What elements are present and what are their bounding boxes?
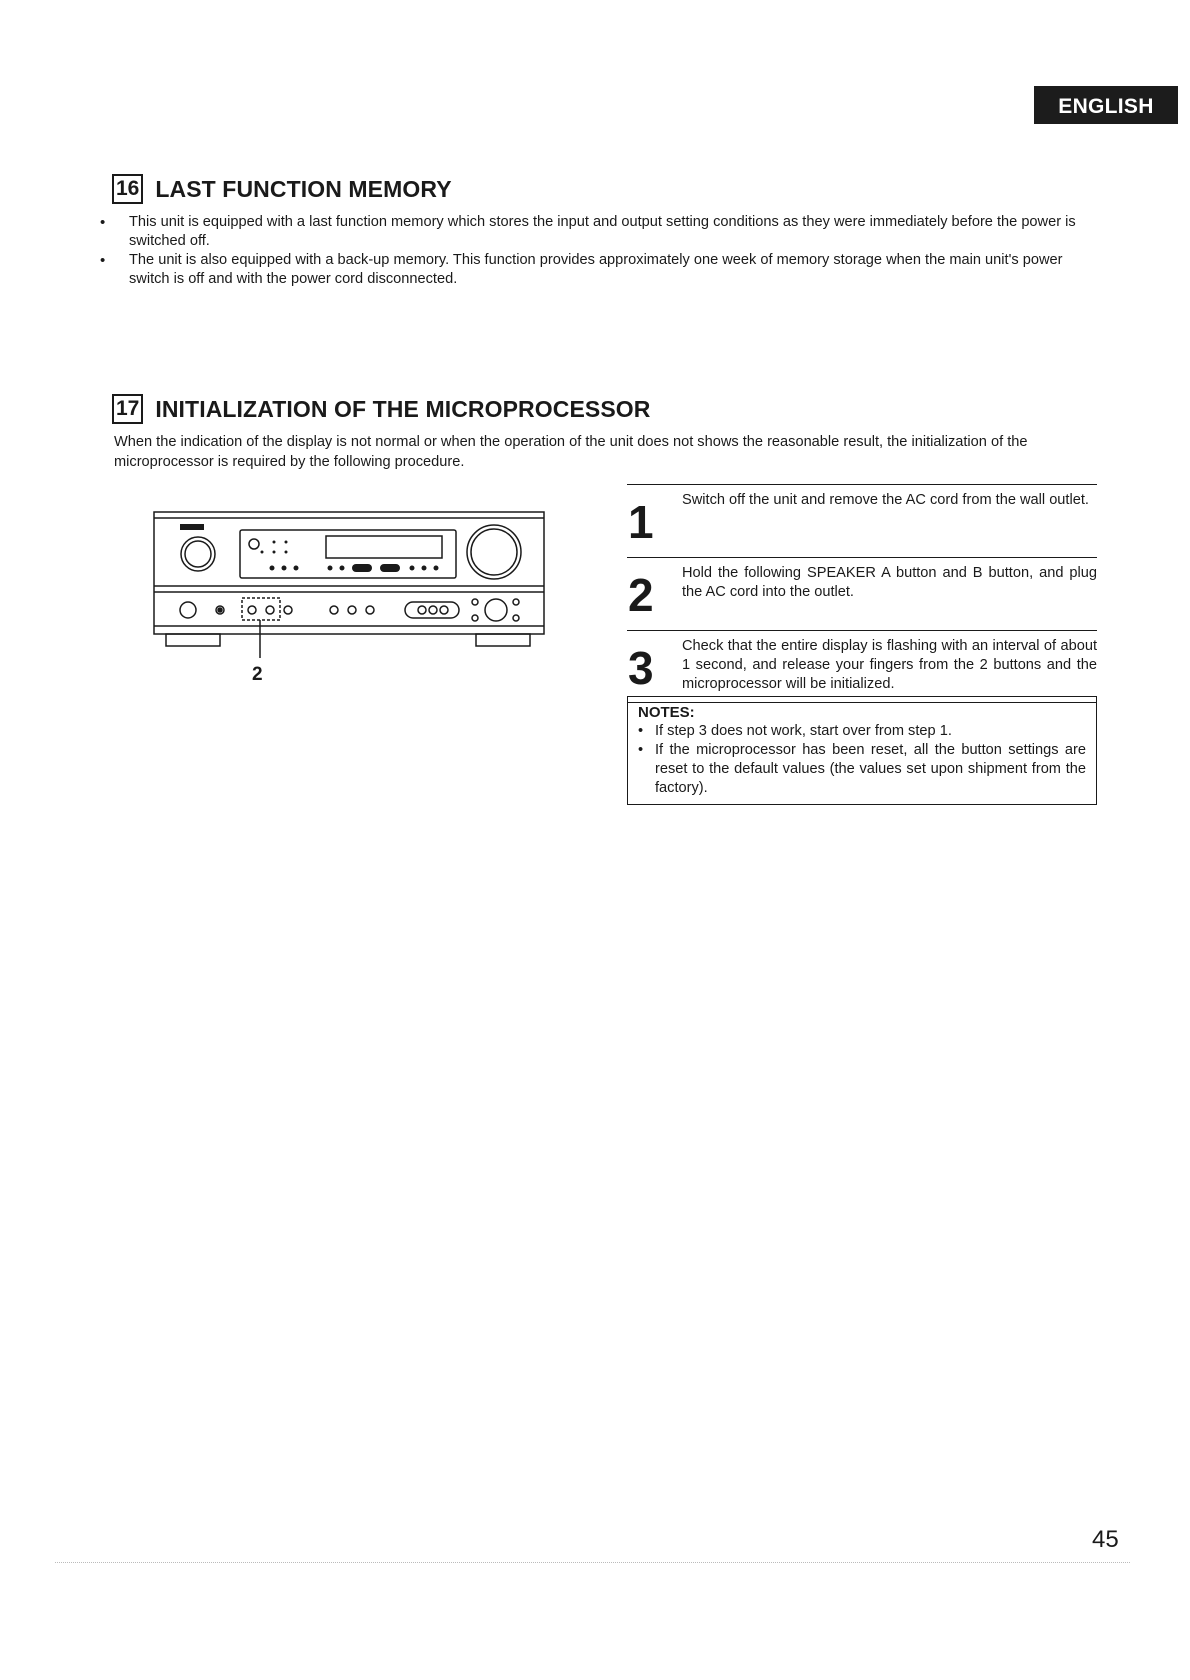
step-number: 1 — [628, 496, 654, 548]
receiver-front-panel-drawing — [150, 506, 550, 686]
notes-title: NOTES: — [638, 704, 695, 721]
section-17-heading — [112, 394, 650, 424]
section-17-number: 17 — [112, 394, 143, 424]
receiver-illustration — [150, 506, 550, 691]
section-17-intro: When the indication of the display is not normal or when the operation of the unit does not shows the reasonable result, the initialization of the microprocessor is required by the following procedure. — [114, 434, 1028, 470]
notes-box — [627, 696, 1097, 805]
section-16-title: LAST FUNCTION MEMORY — [155, 175, 452, 202]
step-text: Switch off the unit and remove the AC cord from the wall outlet. — [682, 492, 1089, 508]
section-16-number: 16 — [112, 174, 143, 204]
section-17-title: INITIALIZATION OF THE MICROPROCESSOR — [155, 395, 651, 422]
step-row — [627, 557, 1097, 630]
step-text: Hold the following SPEAKER A button and B button, and plug the AC cord into the outlet. — [682, 565, 1097, 600]
steps-table — [627, 484, 1097, 703]
page-number: 45 — [1092, 1526, 1119, 1553]
step-row — [627, 630, 1097, 703]
language-tab: ENGLISH — [1034, 86, 1178, 124]
list-item: • This unit is equipped with a last function memory which stores the input and output setting conditions as they were immediately before the power is switched off. — [100, 213, 1098, 251]
list-item: • If the microprocessor has been reset, all the button settings are reset to the default values (the values set upon shipment from the factory). — [638, 741, 1086, 798]
section-16-bullets — [100, 213, 1098, 289]
figure-callout-number: 2 — [252, 664, 263, 685]
step-number: 3 — [628, 642, 654, 694]
footer-divider — [55, 1562, 1130, 1563]
notes-list — [638, 722, 1086, 798]
step-text: Check that the entire display is flashing with an interval of about 1 second, and release your fingers from the 2 buttons and the microprocessor will be initialized. — [682, 638, 1097, 692]
list-item: • If step 3 does not work, start over from step 1. — [638, 722, 1086, 741]
step-number: 2 — [628, 569, 654, 621]
step-row — [627, 484, 1097, 557]
section-16-heading — [112, 174, 452, 204]
list-item: • The unit is also equipped with a back-up memory. This function provides approximately one week of memory storage when the main unit's power switch is off and with the power cord disconnected. — [100, 251, 1098, 289]
